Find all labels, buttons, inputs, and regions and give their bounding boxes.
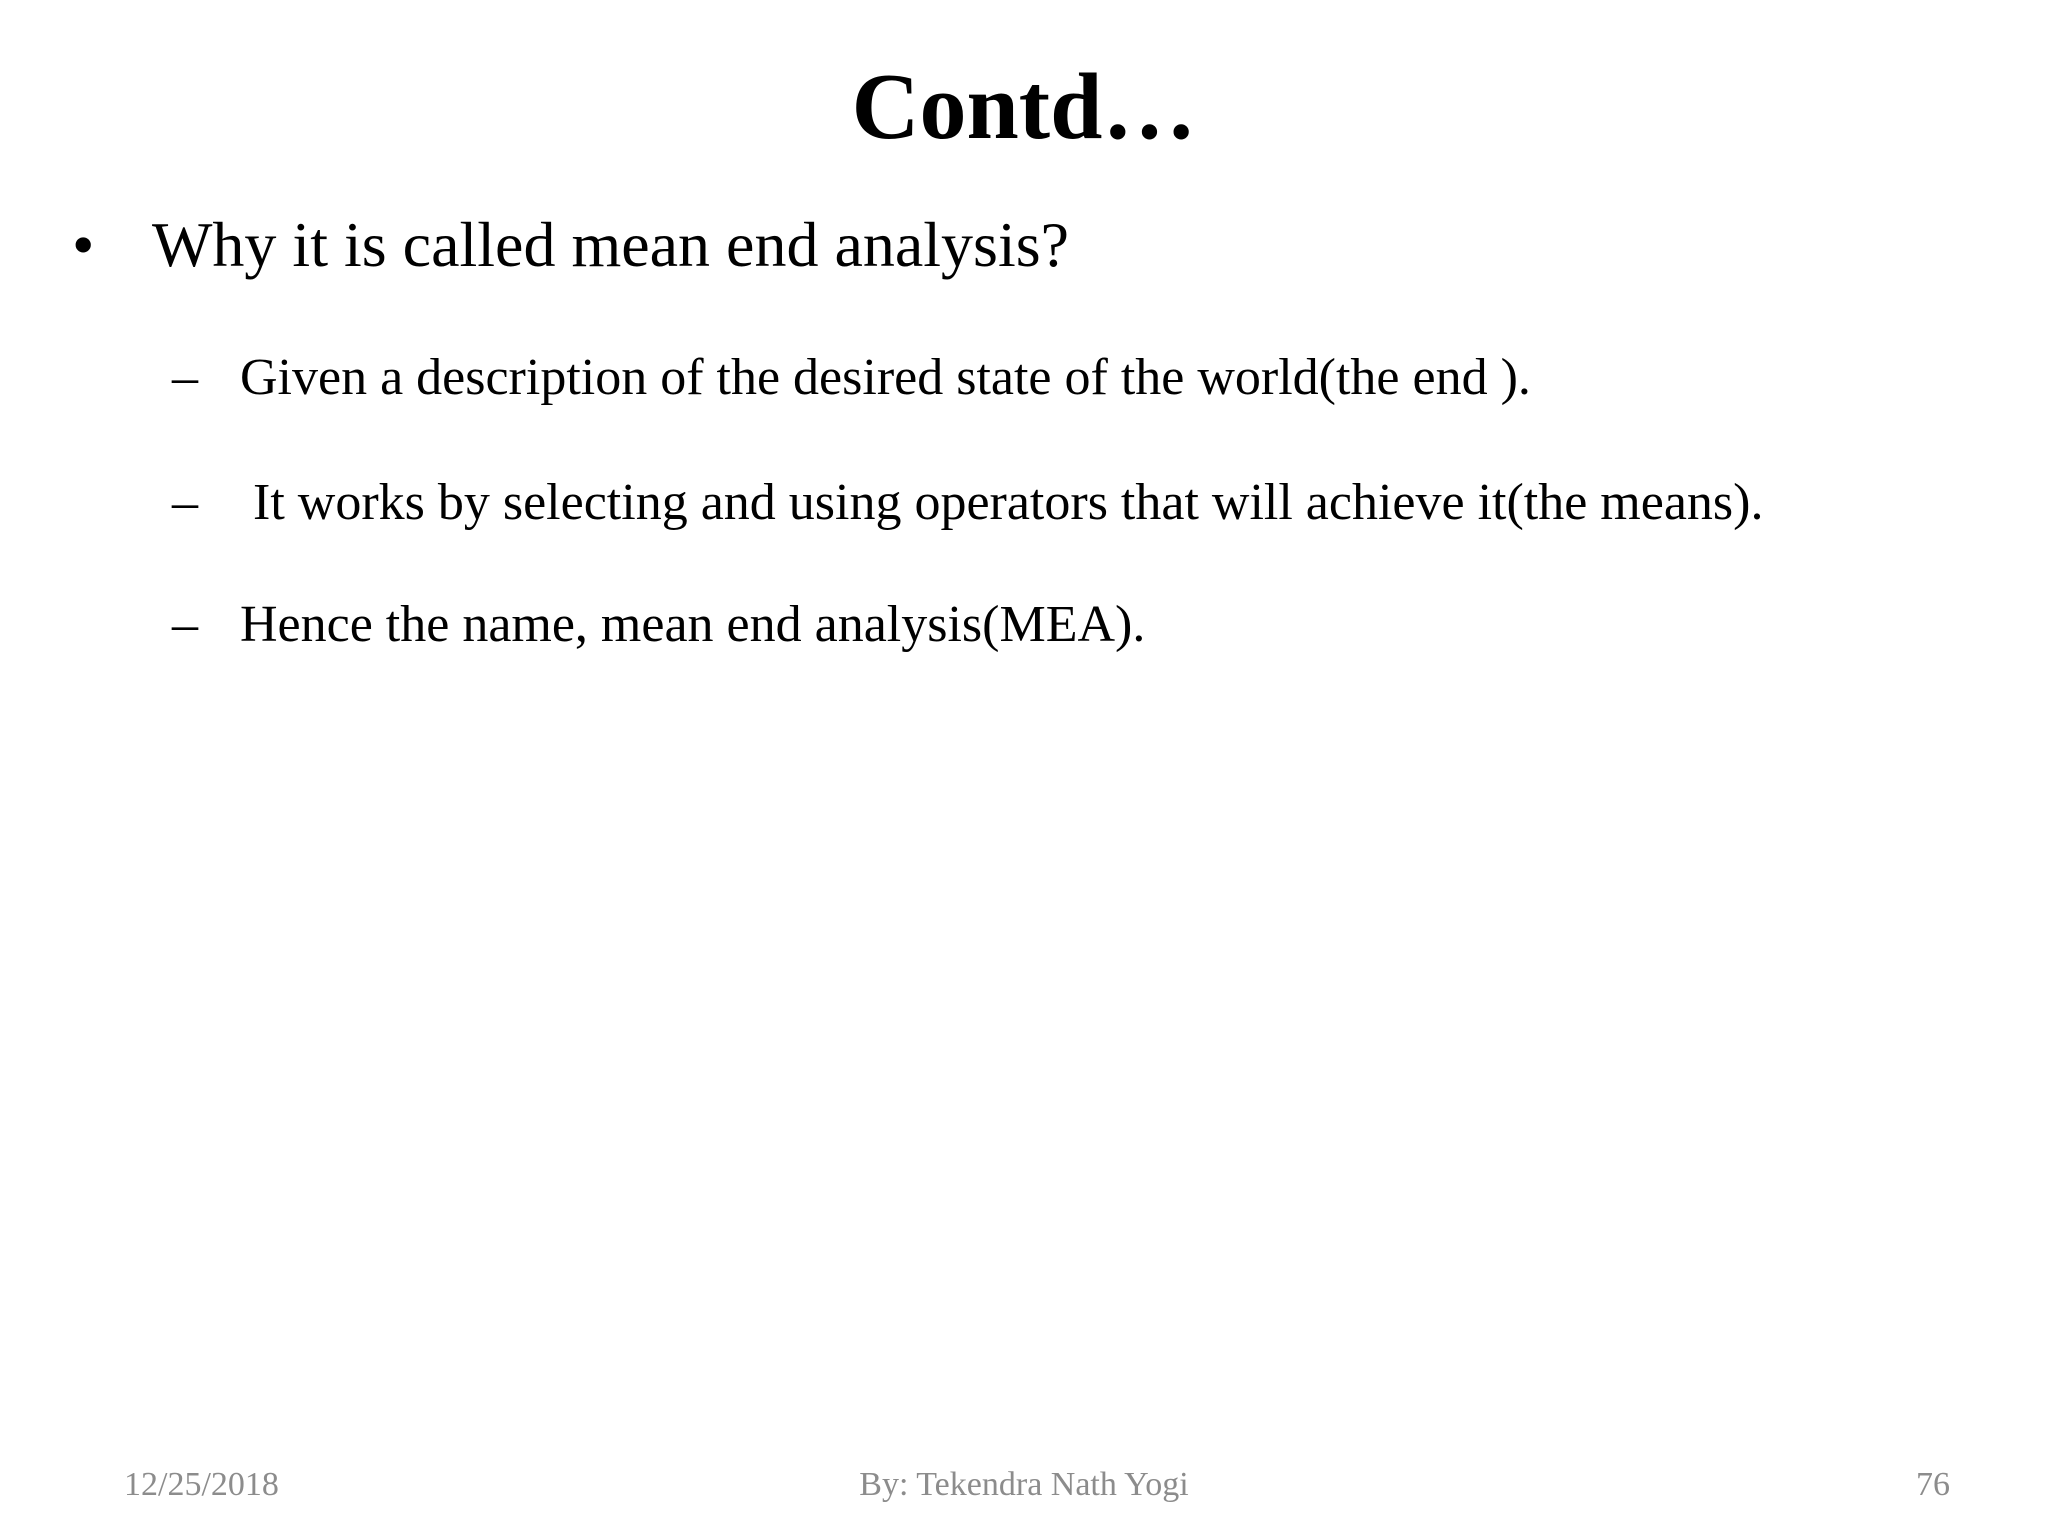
sub-bullet-text: It works by selecting and using operators that will achieve it(the means).	[240, 474, 1764, 531]
sub-bullet-text: Given a description of the desired state of the world(the end ).	[240, 349, 1531, 406]
sub-bullet-text: Hence the name, mean end analysis(MEA).	[240, 596, 1146, 653]
slide-title: Contd…	[851, 55, 1197, 159]
bullet-marker: •	[72, 209, 95, 280]
sub-bullet-marker: –	[172, 474, 198, 531]
bullet-text: Why it is called mean end analysis?	[152, 209, 1070, 280]
footer-author: By: Tekendra Nath Yogi	[859, 1466, 1189, 1503]
footer-page-number: 76	[1916, 1466, 1950, 1503]
sub-bullet-marker: –	[172, 596, 198, 653]
footer-date: 12/25/2018	[124, 1466, 279, 1503]
sub-bullet-marker: –	[172, 349, 198, 406]
